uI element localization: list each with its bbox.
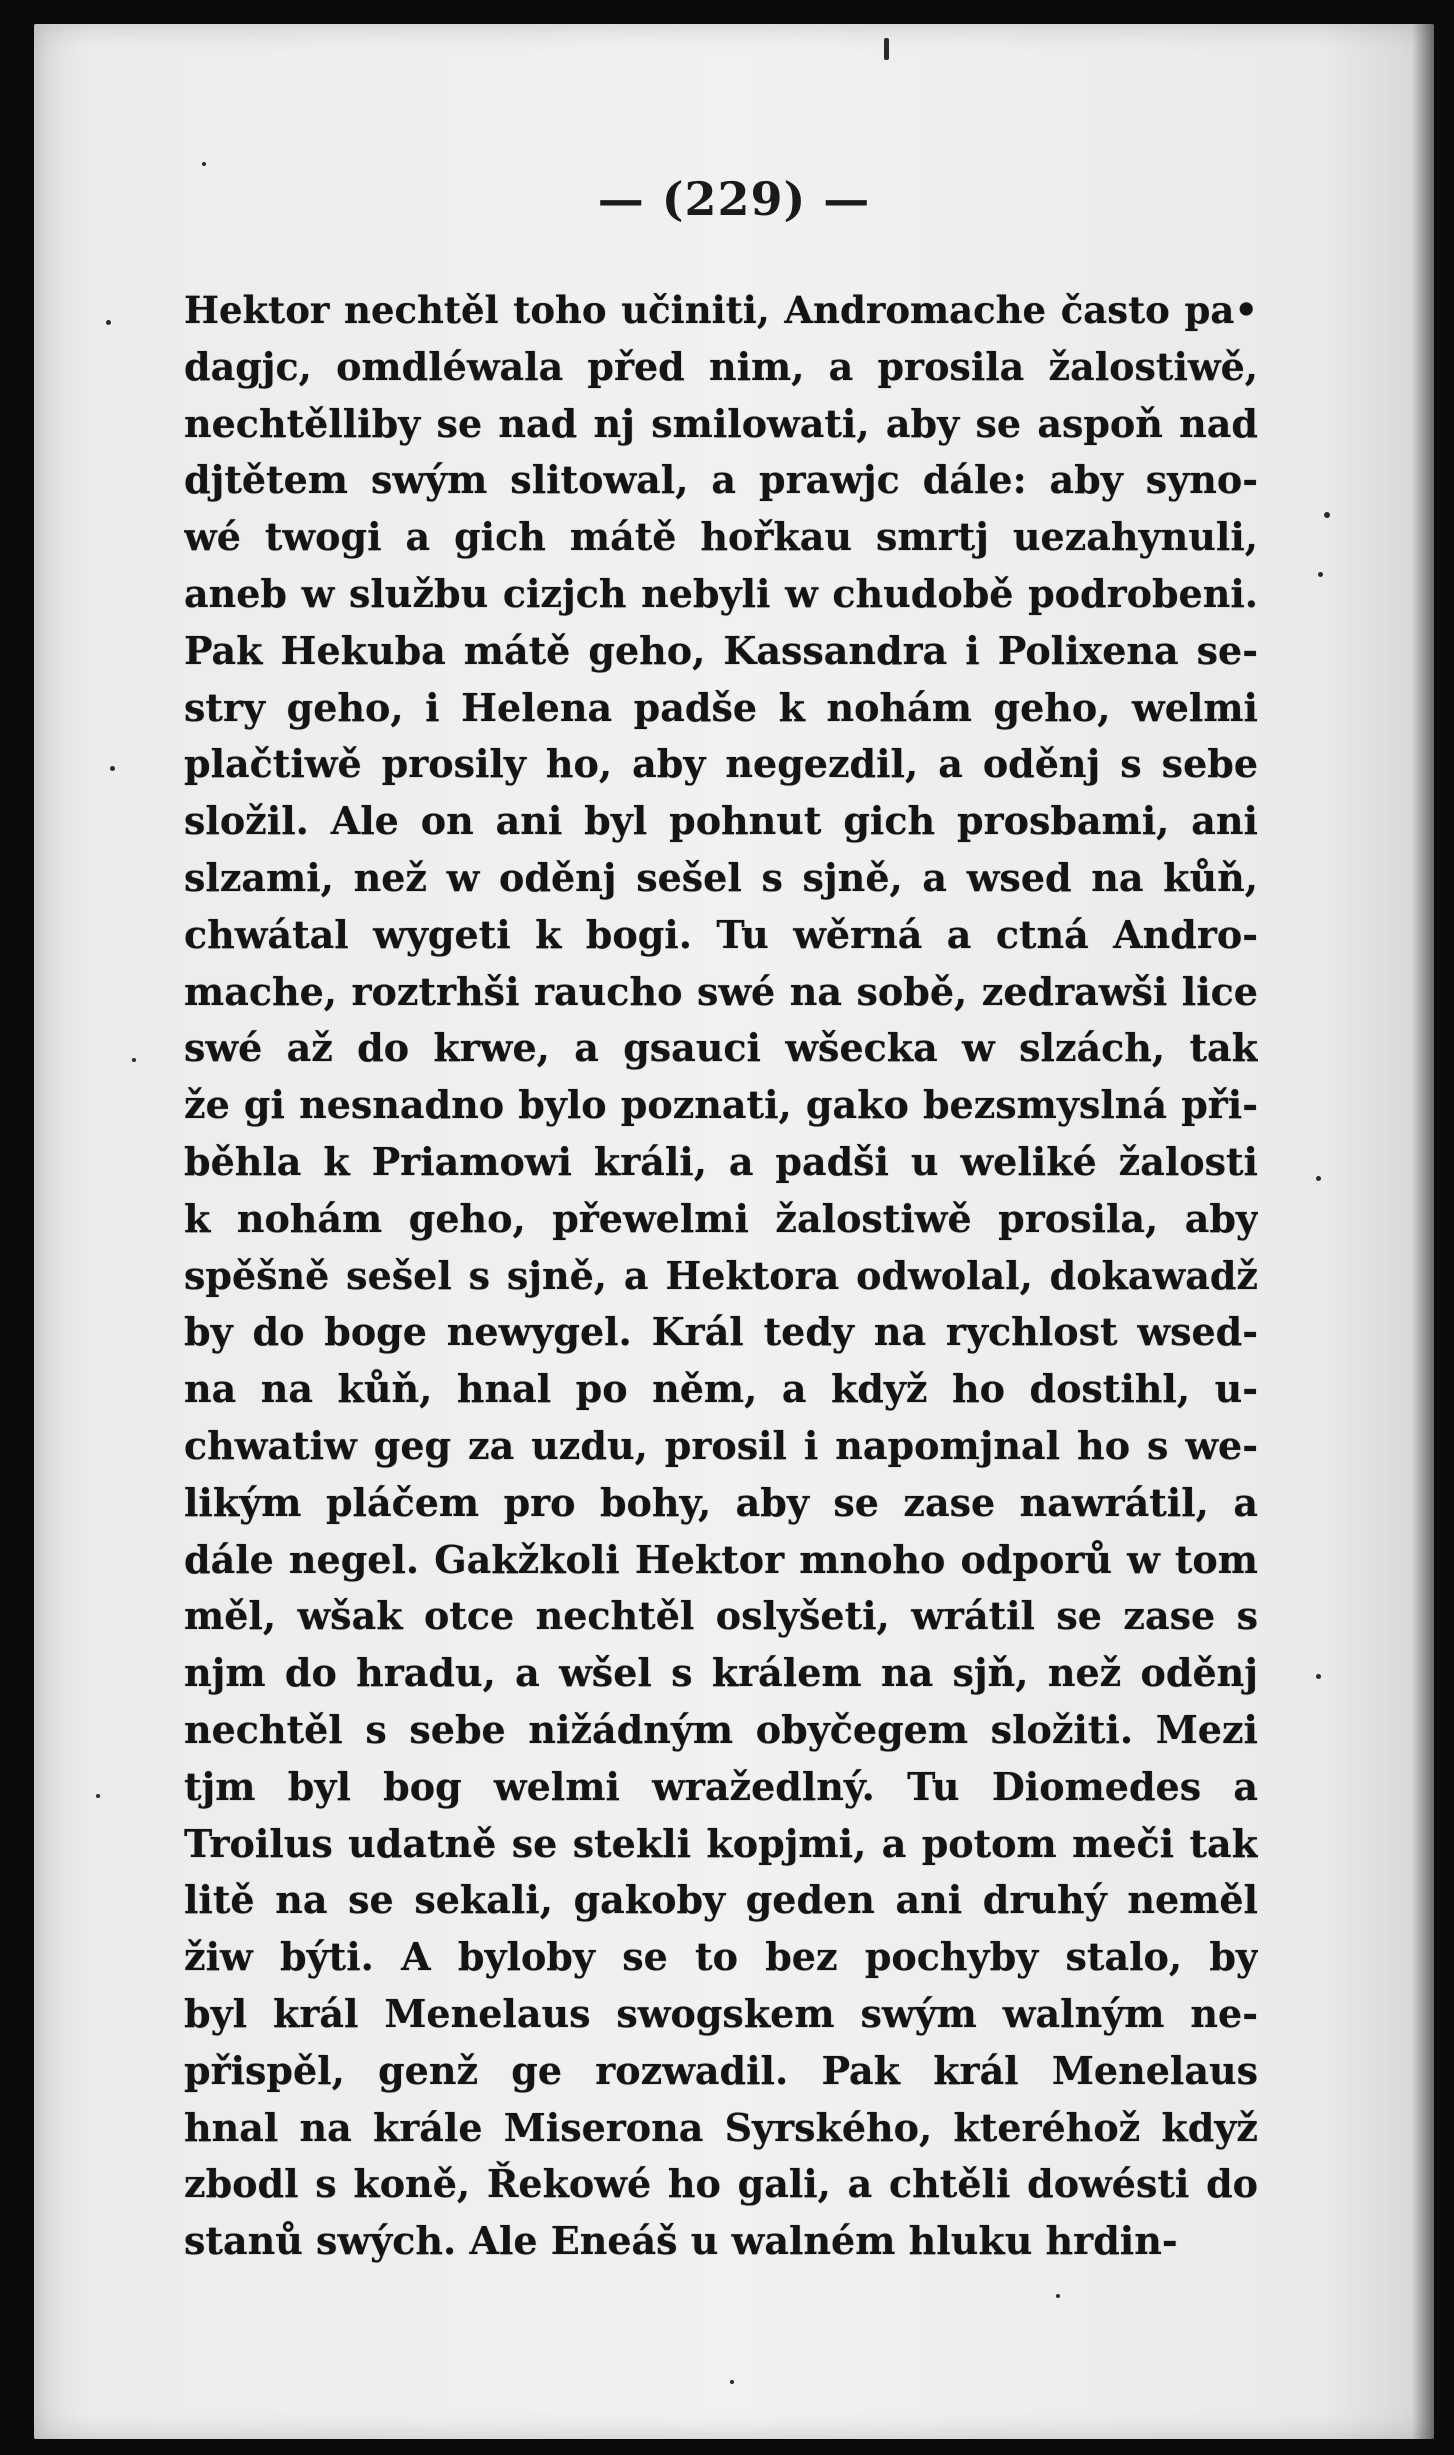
ink-speck (106, 320, 111, 325)
ink-speck (110, 766, 115, 771)
page-number: — (229) — (597, 172, 871, 226)
text-line: dagjc, omdléwala před nim, a prosila žalostiwě, (184, 343, 1258, 389)
text-line: aneb w službu cizjch nebyli w chudobě podrobeni. (184, 570, 1258, 616)
text-line: Hektor nechtěl toho učiniti, Andromache často pa• (184, 288, 1258, 332)
ink-speck (730, 2380, 734, 2384)
ink-speck (1316, 1176, 1321, 1181)
text-line: nechtěl s sebe nižádným obyčegem složiti. Mezi (184, 1706, 1258, 1752)
text-line: spěšně sešel s sjně, a Hektora odwolal, dokawadž (184, 1252, 1258, 1298)
text-line: litě na se sekali, gakoby geden ani druhý neměl (184, 1877, 1258, 1923)
ink-speck (202, 162, 206, 166)
ink-speck (1324, 512, 1330, 518)
text-line: njm do hradu, a wšel s králem na sjň, než oděnj (184, 1650, 1258, 1696)
ink-speck (884, 38, 889, 60)
text-line: stry geho, i Helena padše k nohám geho, welmi (184, 684, 1258, 730)
ink-speck (1316, 1674, 1321, 1679)
text-line: likým pláčem pro bohy, aby se zase nawrátil, a (184, 1479, 1258, 1525)
text-line: slzami, než w oděnj sešel s sjně, a wsed na kůň, (184, 854, 1258, 900)
page-edge-shadow (1412, 24, 1434, 2439)
text-line: byl král Menelaus swogskem swým walným ne- (184, 1990, 1258, 2036)
text-line: nechtělliby se nad nj smilowati, aby se aspoň nad (184, 400, 1258, 446)
text-line: složil. Ale on ani byl pohnut gich prosbami, ani (184, 798, 1258, 844)
text-line: žiw býti. A byloby se to bez pochyby stalo, by (184, 1934, 1258, 1980)
text-line: přispěl, genž ge rozwadil. Pak král Menelaus (184, 2047, 1258, 2093)
text-line: chwatiw geg za uzdu, prosil i napomjnal ho s we- (184, 1422, 1258, 1468)
text-line: běhla k Priamowi králi, a padši u weliké žalosti (184, 1138, 1258, 1184)
book-page (34, 24, 1434, 2439)
text-line: Pak Hekuba mátě geho, Kassandra i Polixena se- (184, 627, 1258, 673)
text-line: stanů swých. Ale Eneáš u walném hluku hrdin- (184, 2218, 1178, 2264)
ink-speck (132, 1058, 136, 1062)
text-line: tjm byl bog welmi wražedlný. Tu Diomedes a (184, 1763, 1258, 1809)
text-line: hnal na krále Miserona Syrského, kteréhož když (184, 2104, 1258, 2150)
text-line: chwátal wygeti k bogi. Tu wěrná a ctná Andro- (184, 911, 1258, 957)
text-line: Troilus udatně se stekli kopjmi, a potom meči tak (184, 1820, 1258, 1866)
text-line: mache, roztrhši raucho swé na sobě, zedrawši lice (184, 968, 1258, 1014)
text-line: plačtiwě prosily ho, aby negezdil, a oděnj s sebe (184, 741, 1258, 787)
body-text (184, 282, 1258, 2270)
ink-speck (1056, 2294, 1060, 2298)
text-line: že gi nesnadno bylo poznati, gako bezsmyslná při- (184, 1082, 1258, 1128)
text-line: wé twogi a gich mátě hořkau smrtj uezahynuli, (184, 514, 1258, 560)
ink-speck (1318, 572, 1323, 577)
text-line: swé až do krwe, a gsauci wšecka w slzách, tak (184, 1025, 1258, 1071)
text-line: dále negel. Gakžkoli Hektor mnoho odporů w tom (184, 1536, 1258, 1582)
ink-speck (96, 1794, 100, 1798)
text-line: by do boge newygel. Král tedy na rychlost wsed- (184, 1309, 1258, 1355)
text-line: měl, wšak otce nechtěl oslyšeti, wrátil se zase s (184, 1593, 1258, 1639)
text-line: zbodl s koně, Řekowé ho gali, a chtěli dowésti do (184, 2161, 1258, 2207)
text-line: na na kůň, hnal po něm, a když ho dostihl, u- (184, 1366, 1258, 1412)
text-line: djtětem swým slitowal, a prawjc dále: aby syno- (184, 457, 1258, 503)
text-line: k nohám geho, přewelmi žalostiwě prosila, aby (184, 1195, 1258, 1241)
